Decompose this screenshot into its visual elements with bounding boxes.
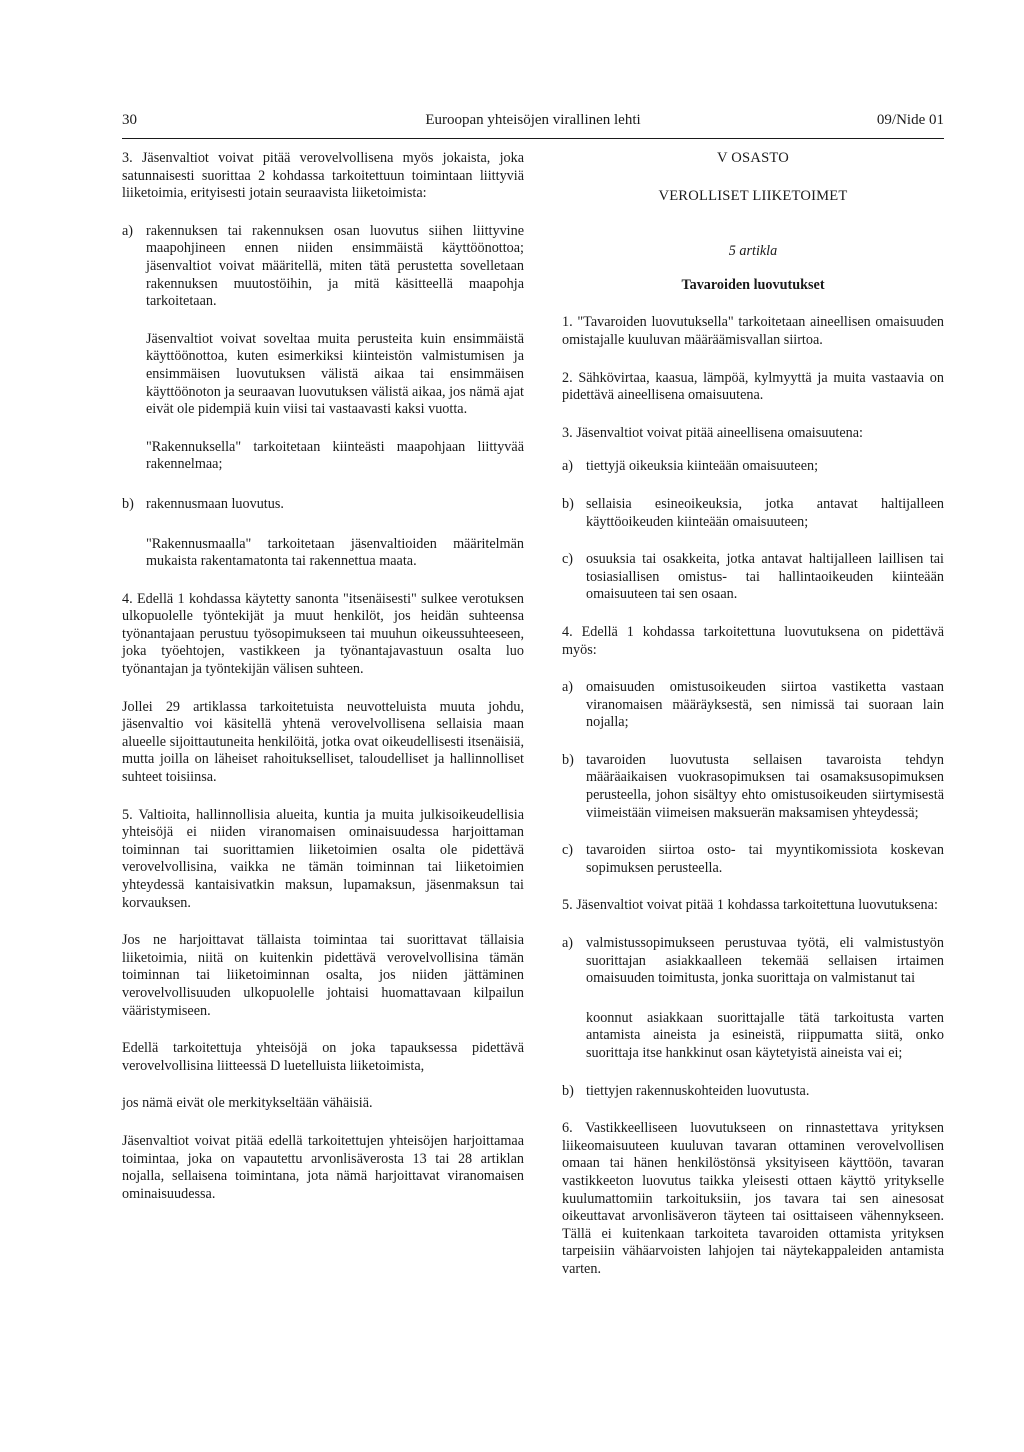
paragraph-3-intro: 3. Jäsenvaltiot voivat pitää verovelvollisena myös jokaista, joka satunnaisesti suorittaa 2 kohdassa tarkoitettuun toimintaan liittyviä liiketoimia, erityisesti jotain seuraavista liiketoimista: bbox=[122, 150, 524, 202]
paragraph-4b: Jollei 29 artiklassa tarkoitetuista neuvotteluista muuta johdu, jäsenvaltio voi käsitellä yhtenä verovelvollisena sellaisia maan alueelle sijoittautuneita henkilöitä, jotka ovat oikeudellisesti itsenäisiä, mutta joilla on läheiset rahoitukselliset, taloudelliset ja hallinnolliset suhteet toisiinsa. bbox=[122, 698, 524, 786]
list-item-4a bbox=[562, 679, 944, 732]
list-label: a) bbox=[562, 458, 574, 475]
item-b-paragraph-2: "Rakennusmaalla" tarkoitetaan jäsenvaltioiden määritelmän mukaista rakentamatonta tai rakennettua maata. bbox=[146, 535, 524, 570]
section-number: V OSASTO bbox=[716, 150, 790, 166]
list-item-4b bbox=[562, 752, 944, 822]
list-text: sellaisia esineoikeuksia, jotka antavat haltijalleen käyttöoikeuden kiinteään omaisuuteen; bbox=[586, 495, 944, 530]
list-label: a) bbox=[562, 679, 574, 696]
list-item-3c bbox=[562, 551, 944, 604]
list-label: b) bbox=[562, 1082, 574, 1099]
item-a-paragraph-3: "Rakennuksella" tarkoitetaan kiinteästi maapohjaan liittyvää rakennelmaa; bbox=[146, 438, 524, 473]
list-text: rakennusmaan luovutus. bbox=[146, 495, 284, 512]
list-text: omaisuuden omistusoikeuden siirtoa vastiketta vastaan viranomaisen määräyksestä, sen nimissä tai suoraan lain nojalla; bbox=[586, 679, 944, 731]
list-label: c) bbox=[562, 842, 574, 859]
article-number: 5 artikla bbox=[728, 243, 778, 260]
article-paragraph-1: 1. "Tavaroiden luovutuksella" tarkoitetaan aineellisen omaisuuden omistajalle kuuluvan määräämisvallan siirtoa. bbox=[562, 314, 944, 348]
left-column bbox=[122, 150, 524, 1203]
list-label: a) bbox=[562, 935, 574, 952]
list-label: b) bbox=[122, 495, 134, 512]
list-text: tavaroiden luovutusta sellaisen tavaroista tehdyn määräaikaisen vuokrasopimuksen tai osamaksusopimuksen perusteella, johon sisältyy ehto omistusoikeuden siirtymisestä viimeistään viimeisen maksuerän maksamisen yhteydessä; bbox=[586, 751, 944, 821]
list-text: tiettyjen rakennuskohteiden luovutusta. bbox=[586, 1082, 810, 1099]
article-paragraph-4: 4. Edellä 1 kohdassa tarkoitettuna luovutuksena on pidettävä myös: bbox=[562, 623, 944, 658]
list-label: c) bbox=[562, 551, 574, 568]
volume-label: 09/Nide 01 bbox=[876, 112, 944, 128]
list-text: tavaroiden siirtoa osto- tai myyntikomissiota koskevan sopimuksen perusteella. bbox=[586, 842, 944, 876]
list-item-3a bbox=[562, 458, 944, 476]
list-item-b bbox=[122, 496, 524, 514]
item-a-paragraph-2: Jäsenvaltiot voivat soveltaa muita perusteita kuin ensimmäistä käyttöönottoa, kuten esimerkiksi kiinteistön valmistumisen ja ensimmäisen luovutuksen välistä aikaa tai ensimmäisen käyttöönoton ja seuraavan luovutuksen välistä aikaa, jos nämä ajat eivät ole pidempiä kuin viisi tai vastaavasti kaksi vuotta. bbox=[146, 330, 524, 418]
article-paragraph-2: 2. Sähkövirtaa, kaasua, lämpöä, kylmyyttä ja muita vastaavia on pidettävä aineellisena omaisuutena. bbox=[562, 369, 944, 404]
paragraph-4: 4. Edellä 1 kohdassa käytetty sanonta "itsenäisesti" sulkee verotuksen ulkopuolelle työntekijät ja muut henkilöt, jos heidän suhteensa työnantajaan perustuu työsopimukseen tai muuhun oikeussuhteeseen, joka työehtojen, vastikkeen ja työnantajavastuun osalta luo työnantajan ja työntekijän välisen suhteen. bbox=[122, 590, 524, 678]
article-paragraph-6: 6. Vastikkeelliseen luovutukseen on rinnastettava yrityksen liikeomaisuuteen kuuluvan tavaran ottaminen verovelvollisen omaan tai hänen henkilöstönsä yksityiseen käyttöön, tavaran vastikkeeton luovutus taikka yleisesti ottaen käyttö yritykselle kuulumattomiin tarkoituksiin, jos tavara tai sen ainesosat oikeuttavat arvonlisäveron täyteen tai osittaiseen vähennykseen. Tällä ei kuitenkaan tarkoiteta tavaroiden ottamista yrityksen tarpeisiin vähäarvoisten lahjojen tai näytekappaleiden antamista varten. bbox=[562, 1120, 944, 1277]
paragraph-5d: jos nämä eivät ole merkitykseltään vähäisiä. bbox=[122, 1095, 373, 1112]
journal-title: Euroopan yhteisöjen virallinen lehti bbox=[425, 112, 641, 128]
paragraph-5: 5. Valtioita, hallinnollisia alueita, kuntia ja muita julkisoikeudellisia yhteisöjä ei niiden viranomaisen ominaisuudessa harjoittaman toiminnan tai suorittamien liiketoimien osalta ole pidettävä verovelvollisina, vaikka ne tämän toiminnan tai liiketoimien yhteydessä kantaisivatkin maksun, lupamaksun, jäsenmaksun tai korvauksen. bbox=[122, 806, 524, 911]
page-header bbox=[122, 112, 944, 134]
paragraph-5c: Edellä tarkoitettuja yhteisöjä on joka tapauksessa pidettävä verovelvollisina liitteessä D luetelluista liiketoimista, bbox=[122, 1040, 524, 1074]
section-title: VEROLLISET LIIKETOIMET bbox=[658, 187, 848, 204]
list-label: a) bbox=[122, 222, 134, 239]
paragraph-5b: Jos ne harjoittavat tällaista toimintaa tai suorittavat tällaisia liiketoimia, niitä on kuitenkin pidettävä verovelvollisina tämän toiminnan tai liiketoiminnan osalta, jos niiden jättäminen verovelvollisuuden ulkopuolelle johtaisi huomattavaan kilpailun vääristymiseen. bbox=[122, 932, 524, 1019]
paragraph-5e: Jäsenvaltiot voivat pitää edellä tarkoitettujen yhteisöjen harjoittamaa toimintaa, joka on vapautettu arvonlisäverosta 13 tai 28 artiklan nojalla, sellaisena toimintana, jota nämä harjoittavat viranomaisen ominaisuudessa. bbox=[122, 1132, 524, 1202]
list-item-5a bbox=[562, 935, 944, 988]
list-item-3b bbox=[562, 496, 944, 531]
list-text: rakennuksen tai rakennuksen osan luovutus siihen liittyvine maapohjineen ennen niiden ensimmäistä käyttöönottoa; jäsenvaltiot voivat määritellä, miten tätä perustetta sovelletaan rakennuksen muutostöihin, ja mitä käsitteellä maapohja tarkoitetaan. bbox=[146, 222, 524, 310]
article-paragraph-5: 5. Jäsenvaltiot voivat pitää 1 kohdassa tarkoitettuna luovutuksena: bbox=[562, 897, 938, 914]
right-column bbox=[562, 150, 944, 1279]
list-item-a bbox=[122, 223, 524, 311]
list-label: b) bbox=[562, 495, 574, 512]
item-5a-continuation: koonnut asiakkaan suorittajalle tätä tarkoitusta varten antamista aineista ja esineistä, riippumatta siitä, onko suorittaja itse hankkinut osan käytetyistä aineista vai ei; bbox=[586, 1009, 944, 1061]
page-number: 30 bbox=[122, 112, 137, 128]
list-text: osuuksia tai osakkeita, jotka antavat haltijalleen laillisen tai tosiasiallisen omistus- tai hallintaoikeuden kiinteään omaisuuteen tai sen osaan. bbox=[586, 551, 944, 603]
article-title: Tavaroiden luovutukset bbox=[681, 276, 825, 293]
header-rule bbox=[122, 138, 944, 139]
list-item-5b bbox=[562, 1083, 944, 1101]
list-label: b) bbox=[562, 751, 574, 768]
article-paragraph-3: 3. Jäsenvaltiot voivat pitää aineellisena omaisuutena: bbox=[562, 424, 863, 441]
list-text: tiettyjä oikeuksia kiinteään omaisuuteen; bbox=[586, 458, 819, 475]
list-text: valmistussopimukseen perustuvaa työtä, eli valmistustyön suorittajan asiakkaalleen tekemää sellaisen irtaimen omaisuuden toimitusta, jonka suorittaja on valmistanut tai bbox=[586, 935, 944, 987]
list-item-4c bbox=[562, 842, 944, 877]
